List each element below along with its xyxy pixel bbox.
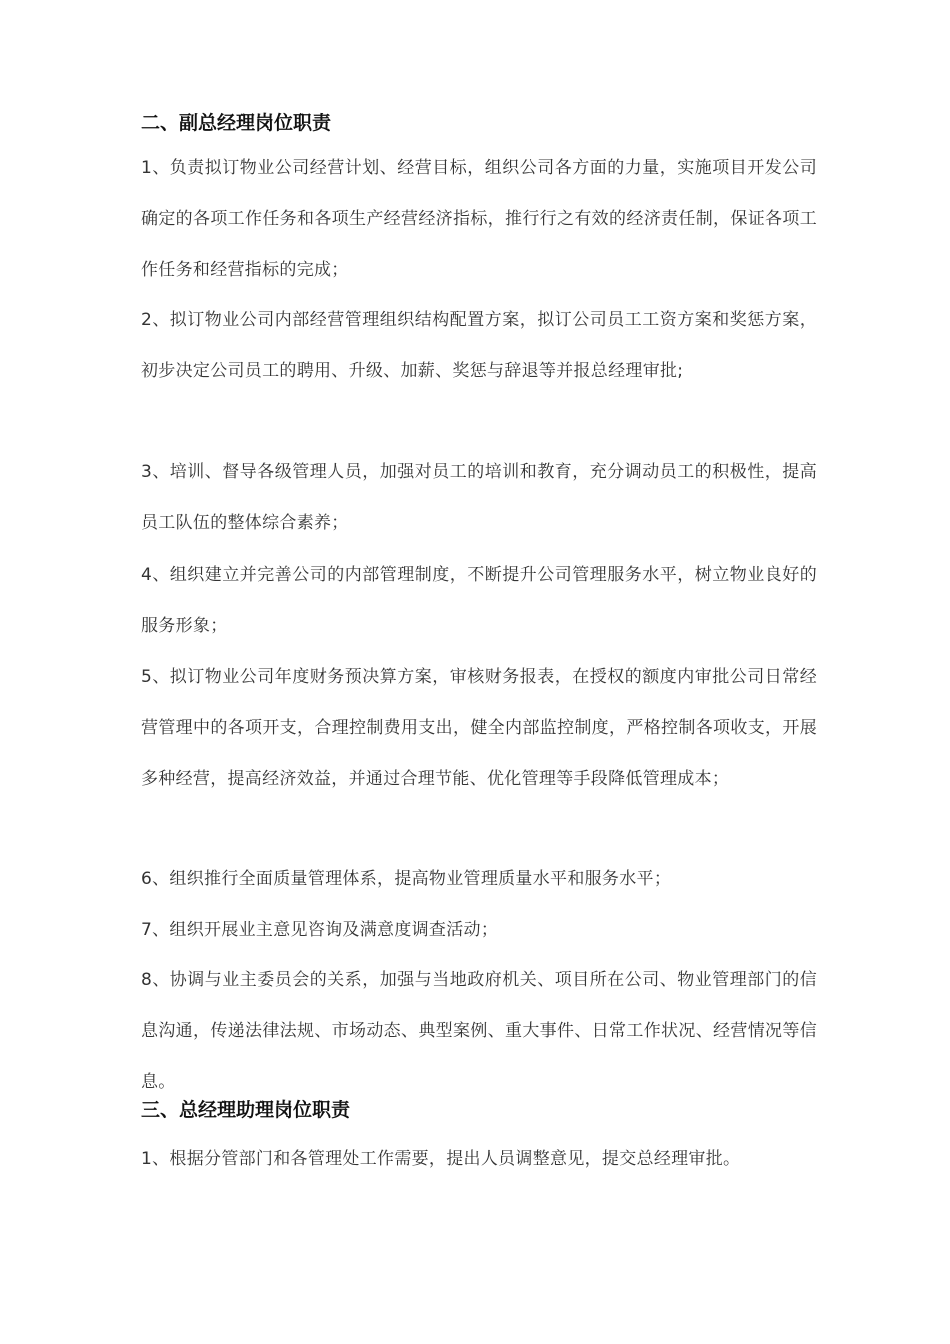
assistant-duty-item-1: 1、根据分管部门和各管理处工作需要，提出人员调整意见，提交总经理审批。 bbox=[141, 1149, 741, 1169]
duty-item-7: 7、组织开展业主意见咨询及满意度调查活动； bbox=[141, 920, 499, 940]
duty-item-3: 3、培训、督导各级管理人员，加强对员工的培训和教育，充分调动员工的积极性，提高员工队伍的整体综合素养； bbox=[141, 462, 817, 533]
duty-item-2: 2、拟订物业公司内部经营管理组织结构配置方案，拟订公司员工工资方案和奖惩方案，初步决定公司员工的聘用、升级、加薪、奖惩与辞退等并报总经理审批; bbox=[141, 310, 817, 381]
section-heading-deputy-gm: 二、副总经理岗位职责 bbox=[141, 112, 332, 134]
duty-item-6: 6、组织推行全面质量管理体系，提高物业管理质量水平和服务水平； bbox=[141, 869, 672, 889]
duty-item-4: 4、组织建立并完善公司的内部管理制度，不断提升公司管理服务水平，树立物业良好的服务形象； bbox=[141, 565, 817, 636]
duty-item-5: 5、拟订物业公司年度财务预决算方案，审核财务报表，在授权的额度内审批公司日常经营管理中的各项开支，合理控制费用支出，健全内部监控制度，严格控制各项收支，开展多种经营，提高经济效益，并通过合理节能、优化管理等手段降低管理成本； bbox=[141, 667, 817, 789]
duty-item-8: 8、协调与业主委员会的关系，加强与当地政府机关、项目所在公司、物业管理部门的信息沟通，传递法律法规、市场动态、典型案例、重大事件、日常工作状况、经营情况等信息。 bbox=[141, 970, 817, 1092]
duty-item-1: 1、负责拟订物业公司经营计划、经营目标，组织公司各方面的力量，实施项目开发公司确定的各项工作任务和各项生产经营经济指标，推行行之有效的经济责任制，保证各项工作任务和经营指标的完成； bbox=[141, 158, 817, 280]
section-heading-gm-assistant: 三、总经理助理岗位职责 bbox=[141, 1099, 351, 1121]
